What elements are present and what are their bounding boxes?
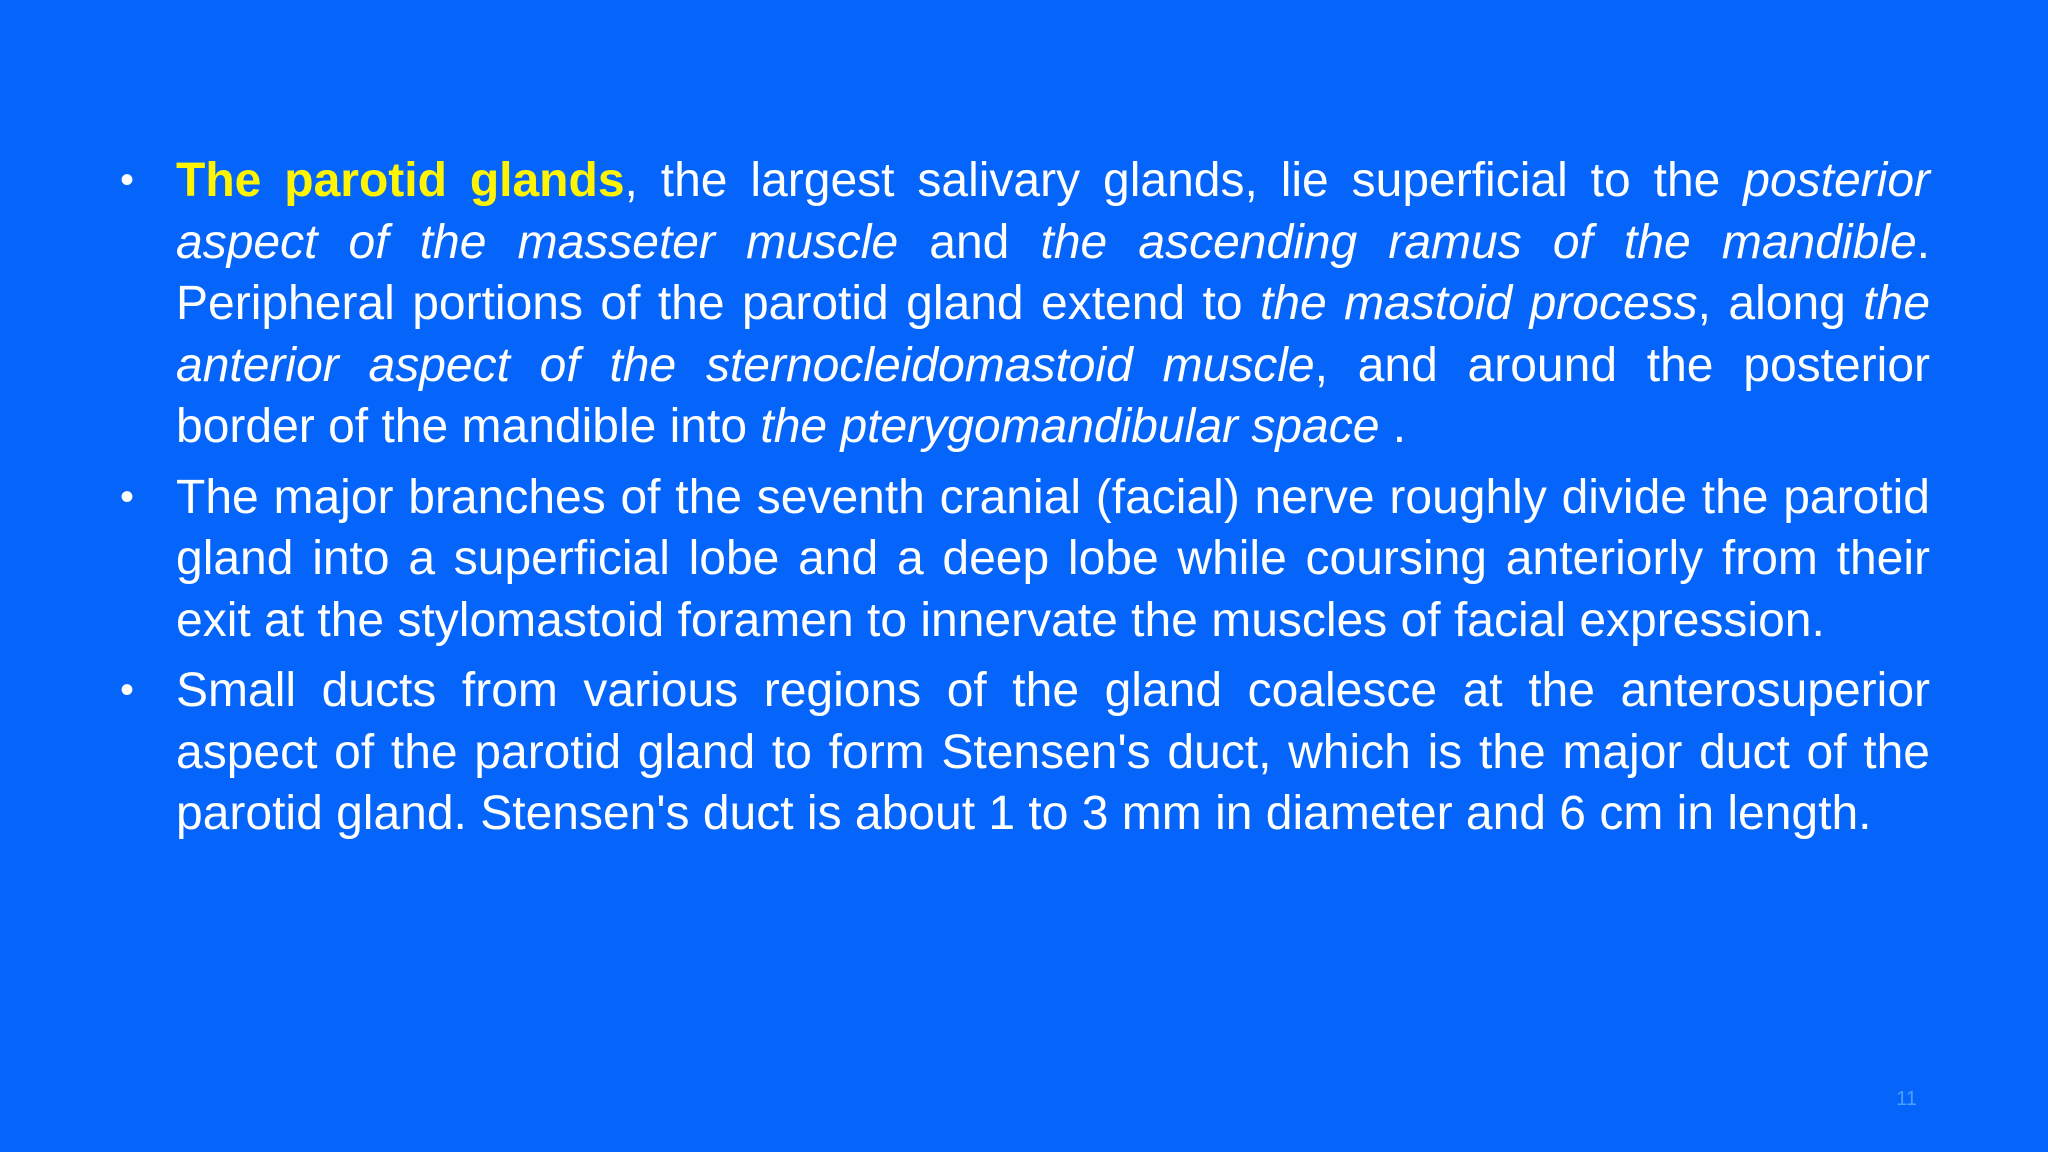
bullet-icon: • — [120, 474, 135, 519]
bullet-item-stensens-duct — [120, 660, 1930, 845]
page-number: 11 — [1896, 1088, 1917, 1110]
text-run: . Peripheral portions of the parotid gland extend to — [176, 215, 1930, 330]
text-run: , and around the posterior border of the mandible into — [176, 338, 1930, 453]
bullet-list — [120, 150, 1931, 854]
italic-term: posterior aspect of the masseter muscle — [176, 154, 1930, 269]
bullet-icon: • — [120, 158, 135, 202]
text-run: , the largest salivary glands, lie superficial to the — [624, 154, 1744, 207]
highlighted-term: The parotid glands — [176, 154, 625, 207]
italic-term: the mastoid process — [1259, 277, 1698, 330]
text-run: and — [898, 215, 1041, 269]
italic-term: the anterior aspect of the sternocleidomastoid muscle — [176, 277, 1931, 392]
italic-term: the pterygomandibular space — [760, 400, 1380, 453]
text-run: The major branches of the seventh cranial (facial) nerve roughly divide the parotid gland into a superficial lobe and a deep lobe while coursing anteriorly from their exit at the stylomastoid foramen to innervate the muscles of facial expression. — [176, 470, 1930, 647]
text-run: , along — [1697, 277, 1864, 330]
text-run: . — [1379, 400, 1407, 453]
bullet-icon: • — [120, 668, 135, 712]
bullet-item-parotid-glands — [120, 150, 1931, 458]
italic-term: the ascending ramus of the mandible — [1040, 215, 1917, 269]
text-run: Small ducts from various regions of the gland coalesce at the anterosuperior aspect of the parotid gland to form Stensen's duct, which is the major duct of the parotid gland. Stensen's duct is about 1 to 3 mm in diameter and 6 cm in length. — [176, 664, 1930, 840]
bullet-item-facial-nerve — [120, 467, 1930, 652]
